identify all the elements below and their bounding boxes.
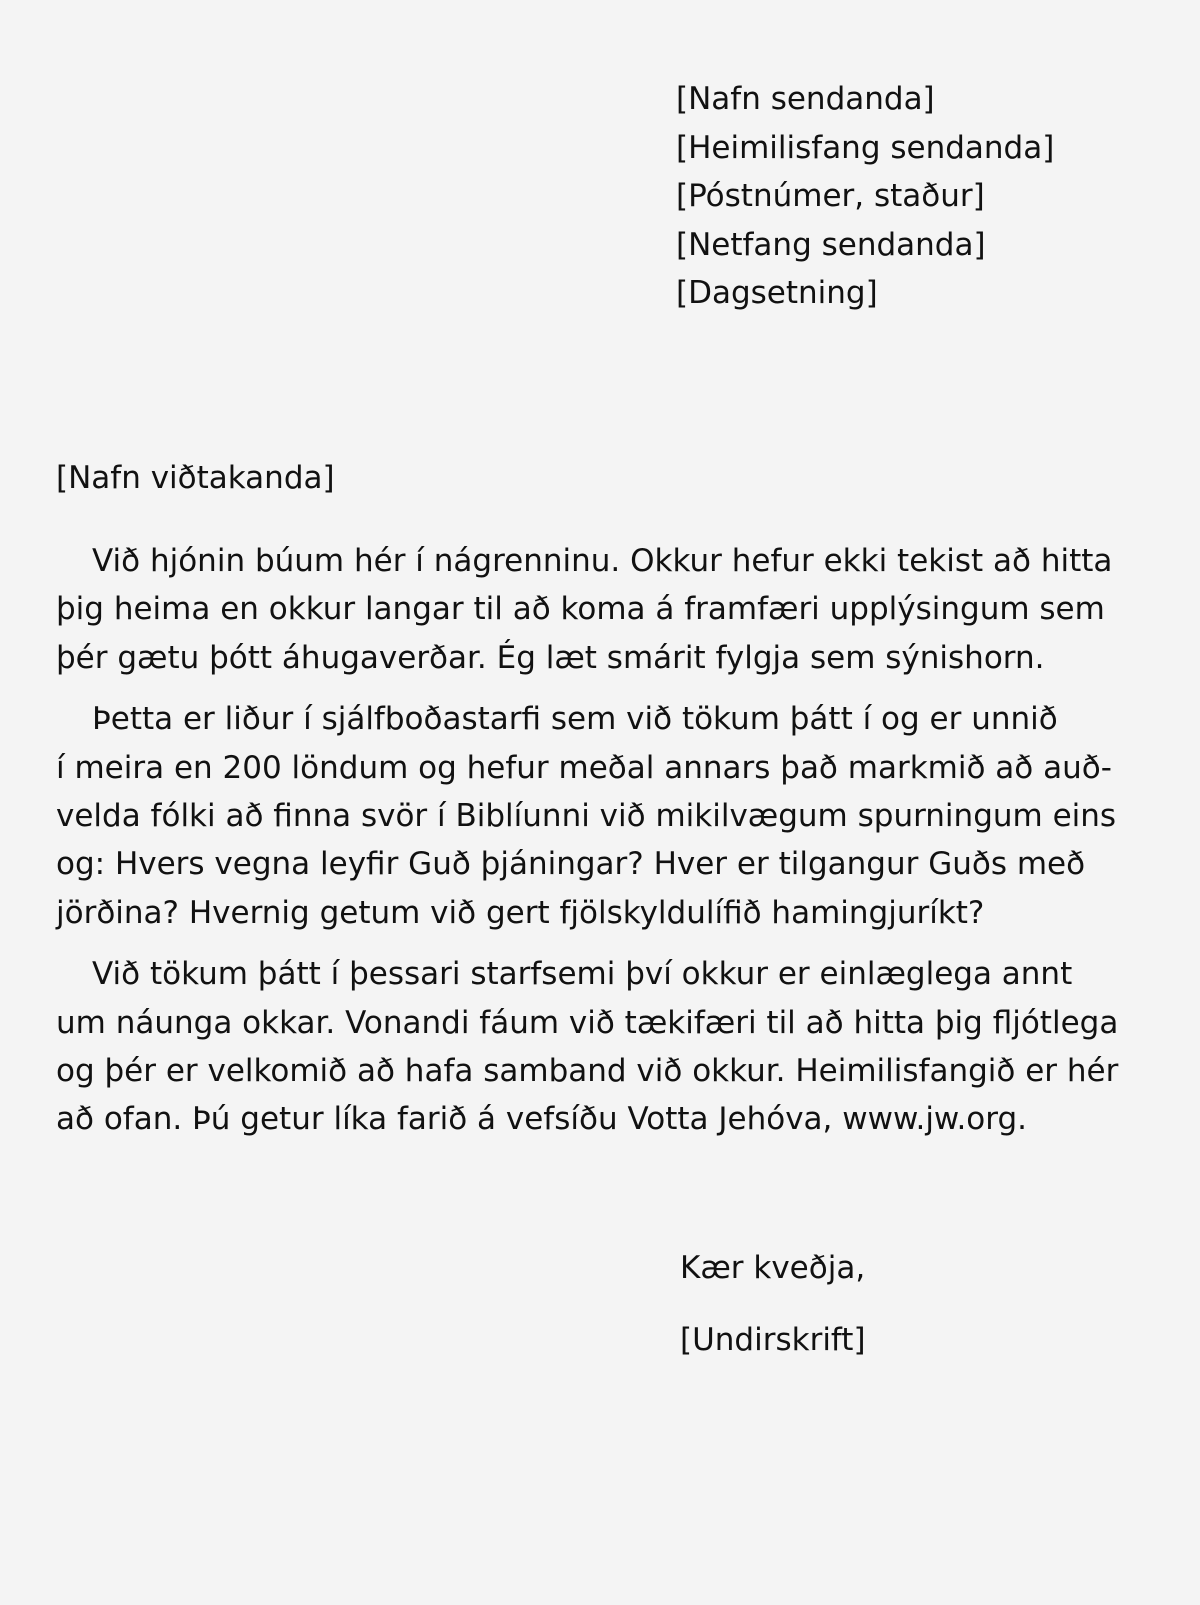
letter-body xyxy=(56,537,1146,1157)
closing-salutation: Kær kveðja, xyxy=(680,1250,866,1286)
body-line: Við hjónin búum hér í nágrenninu. Okkur hefur ekki tekist að hitta xyxy=(92,543,1113,579)
body-line: Þetta er liður í sjálfboðastarfi sem við tökum þátt í og er unnið xyxy=(92,701,1058,738)
body-line: og þér er velkomið að hafa samband við okkur. Heimilisfangið er hér xyxy=(56,1053,1119,1090)
signature-placeholder: [Undirskrift] xyxy=(680,1322,866,1358)
sender-name: [Nafn sendanda] xyxy=(676,81,935,117)
body-line: velda fólki að finna svör í Biblíunni við mikilvægum spurningum eins xyxy=(56,798,1117,835)
sender-address: [Heimilisfang sendanda] xyxy=(676,129,1055,166)
body-line: og: Hvers vegna leyfir Guð þjáningar? Hver er tilgangur Guðs með xyxy=(56,846,1086,883)
body-line: jörðina? Hvernig getum við gert fjölskyldulífið hamingjuríkt? xyxy=(56,894,985,931)
letter-date: [Dagsetning] xyxy=(676,275,878,311)
recipient-name: [Nafn viðtakanda] xyxy=(56,460,335,496)
paragraph-3 xyxy=(56,950,1146,1144)
body-line: um náunga okkar. Vonandi fáum við tækifæri til að hitta þig fljótlega xyxy=(56,1004,1119,1041)
paragraph-2 xyxy=(56,695,1146,937)
body-line: þér gætu þótt áhugaverðar. Ég læt smárit fylgja sem sýnishorn. xyxy=(56,639,1045,676)
body-line: í meira en 200 löndum og hefur meðal annars það markmið að auð- xyxy=(56,749,1112,786)
sender-email: [Netfang sendanda] xyxy=(676,226,986,263)
body-line: Við tökum þátt í þessari starfsemi því okkur er einlæglega annt xyxy=(92,956,1073,993)
paragraph-1 xyxy=(56,537,1146,682)
sender-block xyxy=(676,75,1054,318)
body-line: þig heima en okkur langar til að koma á framfæri upplýsingum sem xyxy=(56,591,1105,628)
body-line: að ofan. Þú getur líka farið á vefsíðu Votta Jehóva, www.jw.org. xyxy=(56,1101,1027,1138)
sender-postal: [Póstnúmer, staður] xyxy=(676,178,985,214)
